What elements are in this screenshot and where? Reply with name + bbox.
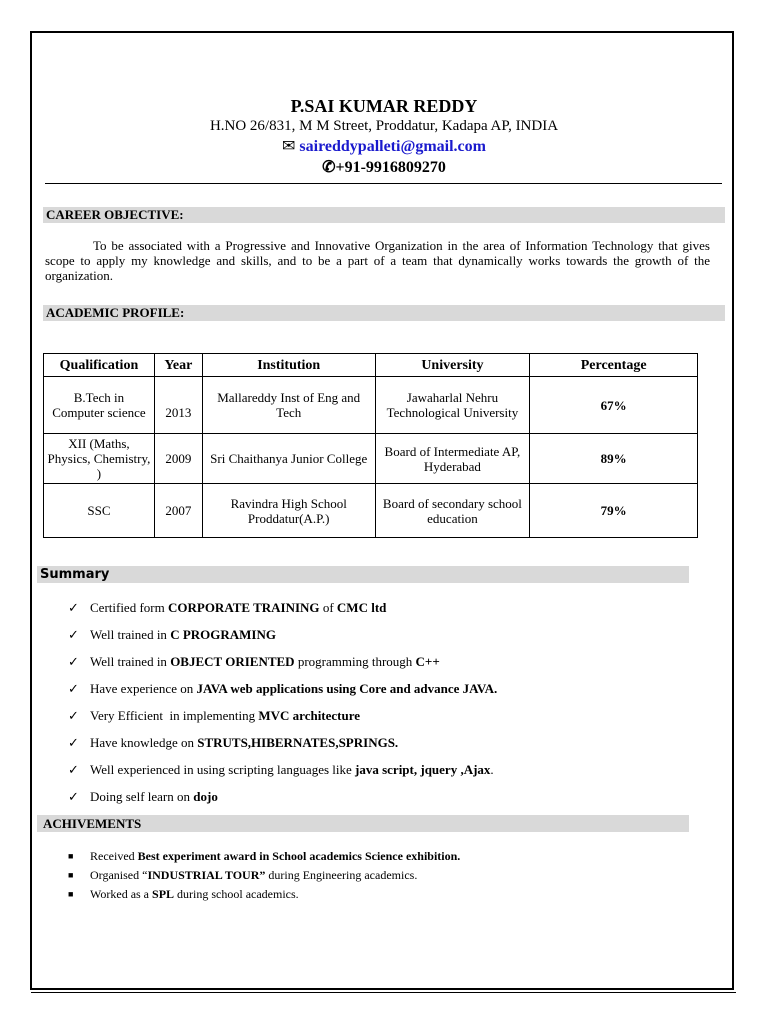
item-emphasis: JAVA web applications using Core and advance JAVA. [196, 681, 498, 696]
item-text: Received [90, 849, 138, 863]
table-header-row [44, 354, 698, 377]
year-cell: 2013 [154, 377, 202, 434]
list-item [68, 599, 497, 626]
institution-cell: Sri Chaithanya Junior College [202, 434, 375, 484]
item-text: of [319, 600, 337, 615]
bullet-icon: ■ [68, 870, 74, 880]
career-objective-text [45, 238, 710, 283]
year-cell: 2009 [154, 434, 202, 484]
item-emphasis: C PROGRAMING [170, 627, 276, 642]
list-item [68, 867, 460, 886]
achievements-heading: ACHIVEMENTS [37, 815, 689, 832]
column-header: Year [154, 354, 202, 377]
qualification-cell: B.Tech in Computer science [44, 377, 155, 434]
list-item [68, 761, 497, 788]
item-text: . [490, 762, 494, 777]
item-text: Worked as a [90, 887, 153, 901]
column-header: Institution [202, 354, 375, 377]
item-emphasis: dojo [193, 789, 218, 804]
item-emphasis: java script, jquery ,Ajax [355, 762, 491, 777]
table-row [44, 434, 698, 484]
address: H.NO 26/831, M M Street, Proddatur, Kadapa AP, INDIA [209, 118, 559, 134]
university-cell: Board of secondary school education [375, 484, 530, 538]
institution-cell: Mallareddy Inst of Eng and Tech [202, 377, 375, 434]
column-header: Percentage [530, 354, 698, 377]
summary-list [68, 599, 497, 815]
item-emphasis: STRUTS,HIBERNATES,SPRINGS. [197, 735, 399, 750]
percentage-cell: 89% [530, 434, 698, 484]
institution-cell: Ravindra High School Proddatur(A.P.) [202, 484, 375, 538]
list-item [68, 848, 460, 867]
checkmark-icon: ✓ [68, 708, 79, 723]
checkmark-icon: ✓ [68, 654, 79, 669]
email-line [0, 136, 768, 156]
academic-profile-heading: ACADEMIC PROFILE: [43, 305, 725, 321]
item-text: Very Efficient in implementing [90, 708, 259, 723]
item-text: during school academics. [174, 887, 299, 901]
item-text: programming through [294, 654, 416, 669]
envelope-icon: ✉ [282, 138, 296, 155]
item-text: Doing self learn on [90, 789, 194, 804]
item-text: Well experienced in using scripting languages like [90, 762, 356, 777]
percentage-cell: 79% [530, 484, 698, 538]
bullet-icon: ■ [68, 889, 74, 899]
qualification-cell: XII (Maths, Physics, Chemistry, ) [44, 434, 155, 484]
item-text: Have knowledge on [90, 735, 198, 750]
email-link[interactable]: saireddypalleti@gmail.com [299, 138, 486, 155]
item-emphasis: MVC architecture [258, 708, 361, 723]
career-objective-heading: CAREER OBJECTIVE: [43, 207, 725, 223]
list-item [68, 886, 460, 905]
checkmark-icon: ✓ [68, 762, 79, 777]
academic-table [43, 353, 698, 538]
achievements-list [68, 848, 460, 905]
list-item [68, 707, 497, 734]
candidate-name: P.SAI KUMAR REDDY [290, 96, 478, 116]
phone-number: +91-9916809270 [335, 159, 446, 176]
checkmark-icon: ✓ [68, 600, 79, 615]
item-text: Organised “ [90, 868, 148, 882]
list-item [68, 653, 497, 680]
phone-line [0, 157, 768, 177]
table-row [44, 484, 698, 538]
table-row [44, 377, 698, 434]
percentage-cell: 67% [530, 377, 698, 434]
checkmark-icon: ✓ [68, 789, 79, 804]
item-emphasis: CORPORATE TRAINING [167, 600, 320, 615]
item-text: Well trained in [90, 627, 171, 642]
column-header: Qualification [44, 354, 155, 377]
phone-icon: ✆ [322, 159, 336, 176]
summary-heading: Summary [37, 566, 689, 583]
list-item [68, 626, 497, 653]
qualification-cell: SSC [44, 484, 155, 538]
item-emphasis: C++ [415, 654, 440, 669]
university-cell: Jawaharlal Nehru Technological University [375, 377, 530, 434]
item-emphasis: OBJECT ORIENTED [170, 654, 295, 669]
checkmark-icon: ✓ [68, 681, 79, 696]
list-item [68, 680, 497, 707]
item-emphasis: Best experiment award in School academics Science exhibition. [137, 849, 461, 863]
item-text: during Engineering academics. [265, 868, 418, 882]
career-objective-body: To be associated with a Progressive and Innovative Organization in the area of Information Technology that gives scope to apply my knowledge and skills, and to be a part of a team that dynamically works towards the growth of the organization. [45, 238, 710, 283]
checkmark-icon: ✓ [68, 627, 79, 642]
item-emphasis: CMC ltd [336, 600, 387, 615]
item-emphasis: INDUSTRIAL TOUR” [147, 868, 266, 882]
university-cell: Board of Intermediate AP, Hyderabad [375, 434, 530, 484]
column-header: University [375, 354, 530, 377]
list-item [68, 788, 497, 815]
item-text: Certified form [90, 600, 168, 615]
header-divider [45, 183, 722, 184]
item-text: Have experience on [90, 681, 197, 696]
bullet-icon: ■ [68, 851, 74, 861]
item-text: Well trained in [90, 654, 171, 669]
year-cell: 2007 [154, 484, 202, 538]
list-item [68, 734, 497, 761]
page-border-shadow [31, 992, 736, 993]
item-emphasis: SPL [152, 887, 175, 901]
checkmark-icon: ✓ [68, 735, 79, 750]
